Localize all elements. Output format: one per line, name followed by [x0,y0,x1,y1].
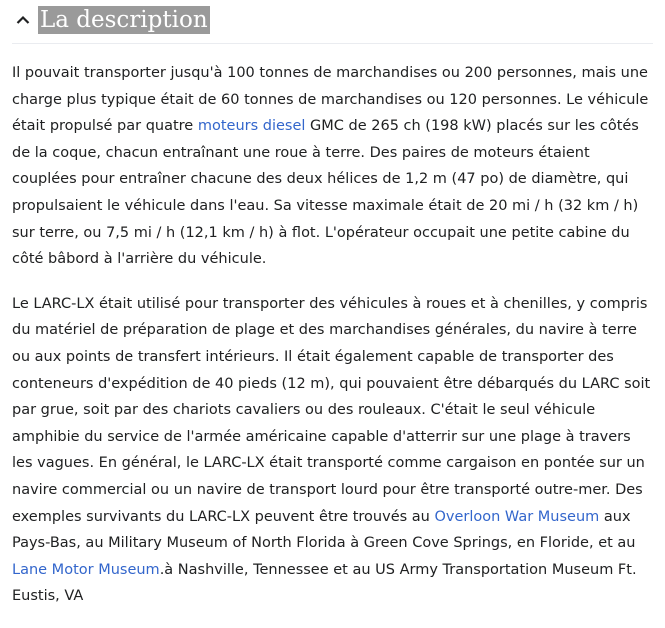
paragraph-2-text-a: Le LARC-LX était utilisé pour transporter des véhicules à roues et à chenilles, y compris du matériel de préparation de plage et des marchandises générales, du navire à terre ou aux points de transfert intérieurs. Il était également capable de transporter des conteneurs d'expédition de 40 pieds (12 m), qui pouvaient être débarqués du LARC soit par grue, soit par des chariots cavaliers ou des rouleaux. C'était le seul véhicule amphibie du service de l'armée américaine capable d'atterrir sur une plage à travers les vagues. En général, le LARC-LX était transporté comme cargaison en pontée sur un navire commercial ou un navire de transport lourd pour être transporté outre-mer. Des exemples survivants du LARC-LX peuvent être trouvés au [12,295,651,525]
chevron-up-icon[interactable] [12,9,34,31]
link-overloon-war-museum[interactable]: Overloon War Museum [434,508,600,525]
paragraph-1-text-b: GMC de 265 ch (198 kW) placés sur les côtés de la coque, chacun entraînant une roue à terre. Des paires de moteurs étaient couplées pour entraîner chacune des deux hélices de 1,2 m (47 po) de diamètre, qui propulsaient le véhicule dans l'eau. Sa vitesse maximale était de 20 mi / h (32 km / h) sur terre, ou 7,5 mi / h (12,1 km / h) à flot. L'opérateur occupait une petite cabine du côté bâbord à l'arrière du véhicule. [12,118,639,268]
section-heading[interactable] [12,2,210,38]
section-title: La description [40,7,208,33]
paragraph-2-text-b: aux Pays-Bas, au Military Museum of North Florida à Green Cove Springs, en Floride, et au [12,508,636,552]
paragraph-1-text-a: Il pouvait transporter jusqu'à 100 tonnes de marchandises ou 200 personnes, mais une charge plus typique était de 60 tonnes de marchandises ou 120 personnes. Le véhicule était propulsé par quatre [12,65,649,135]
paragraph-2-text-c: .à Nashville, Tennessee et au US Army Transportation Museum Ft. Eustis, VA [12,561,637,605]
section-content [12,60,653,628]
link-moteurs-diesel[interactable]: moteurs diesel [197,118,306,135]
paragraph-2 [12,291,653,610]
link-lane-motor-museum[interactable]: Lane Motor Museum [12,561,160,578]
heading-divider [12,43,653,44]
paragraph-1 [12,60,653,273]
